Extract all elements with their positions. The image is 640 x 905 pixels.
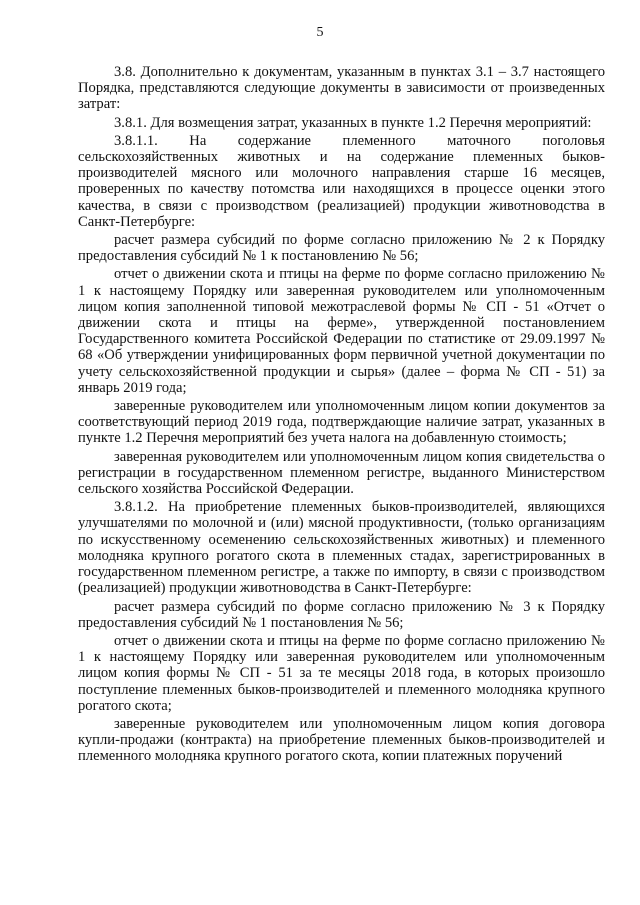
paragraph-3-8-1-1: 3.8.1.1. На содержание племенного маточного поголовья сельскохозяйственных животных и на содержание племенных быков-производителей мясного или молочного направления старше 16 месяцев, проверенных по качеству потомства или находящихся в процессе оценки этого качества, в связи с производством (реализацией) продукции животноводства в Санкт-Петербурге: [78, 132, 605, 230]
paragraph-3-8-1: 3.8.1. Для возмещения затрат, указанных в пункте 1.2 Перечня мероприятий: [114, 114, 592, 131]
paragraph-3-8: 3.8. Дополнительно к документам, указанным в пунктах 3.1 – 3.7 настоящего Порядка, представляются следующие документы в зависимости от произведенных затрат: [78, 64, 605, 113]
document-body [78, 64, 605, 767]
paragraph-livestock-movement-report-2018: отчет о движении скота и птицы на ферме по форме согласно приложению № 1 к настоящему Порядку или заверенная руководителем или уполномоченным лицом копия формы № СП - 51 за те месяцы 2018 года, в которых произошло поступление племенных быков-производителей и племенного молодняка крупного рогатого скота; [78, 632, 605, 714]
paragraph-expense-documents: заверенные руководителем или уполномоченным лицом копии документов за соответствующий период 2019 года, подтверждающие наличие затрат, указанных в пункте 1.2 Перечня мероприятий без учета налога на добавленную стоимость; [78, 398, 605, 447]
paragraph-livestock-movement-report: отчет о движении скота и птицы на ферме по форме согласно приложению № 1 к настоящему Порядку или заверенная руководителем или уполномоченным лицом копия заполненной типовой межотраслевой формы № СП - 51 «Отчет о движении скота и птицы на ферме», утвержденной постановлением Государственного комитета Российской Федерации по статистике от 29.09.1997 № 68 «Об утверждении унифицированных форм первичной учетной документации по учету сельскохозяйственной продукции и сырья» (далее – форма № СП - 51) за январь 2019 года; [78, 266, 605, 396]
paragraph-3-8-1-2: 3.8.1.2. На приобретение племенных быков-производителей, являющихся улучшателями по молочной и (или) мясной продуктивности, (только организациям по искусственному осеменению сельскохозяйственных животных) и племенного молодняка крупного рогатого скота в племенных стадах, зарегистрированных в государственном племенном регистре, а также по импорту, в связи с производством (реализацией) продукции животноводства в Санкт-Петербурге: [78, 499, 605, 597]
paragraph-purchase-contract-copy: заверенные руководителем или уполномоченным лицом копия договора купли-продажи (контракта) на приобретение племенных быков-производителей и племенного молодняка крупного рогатого скота, копии платежных поручений [78, 715, 605, 765]
paragraph-breeding-register-certificate: заверенная руководителем или уполномоченным лицом копия свидетельства о регистрации в государственном племенном регистре, выданного Министерством сельского хозяйства Российской Федерации. [78, 448, 605, 498]
page-number: 5 [316, 25, 324, 40]
paragraph-subsidy-calculation-form-2: расчет размера субсидий по форме согласно приложению № 2 к Порядку предоставления субсидий № 1 к постановлению № 56; [78, 232, 605, 265]
paragraph-subsidy-calculation-form-3: расчет размера субсидий по форме согласно приложению № 3 к Порядку предоставления субсидий № 1 постановления № 56; [78, 598, 605, 631]
